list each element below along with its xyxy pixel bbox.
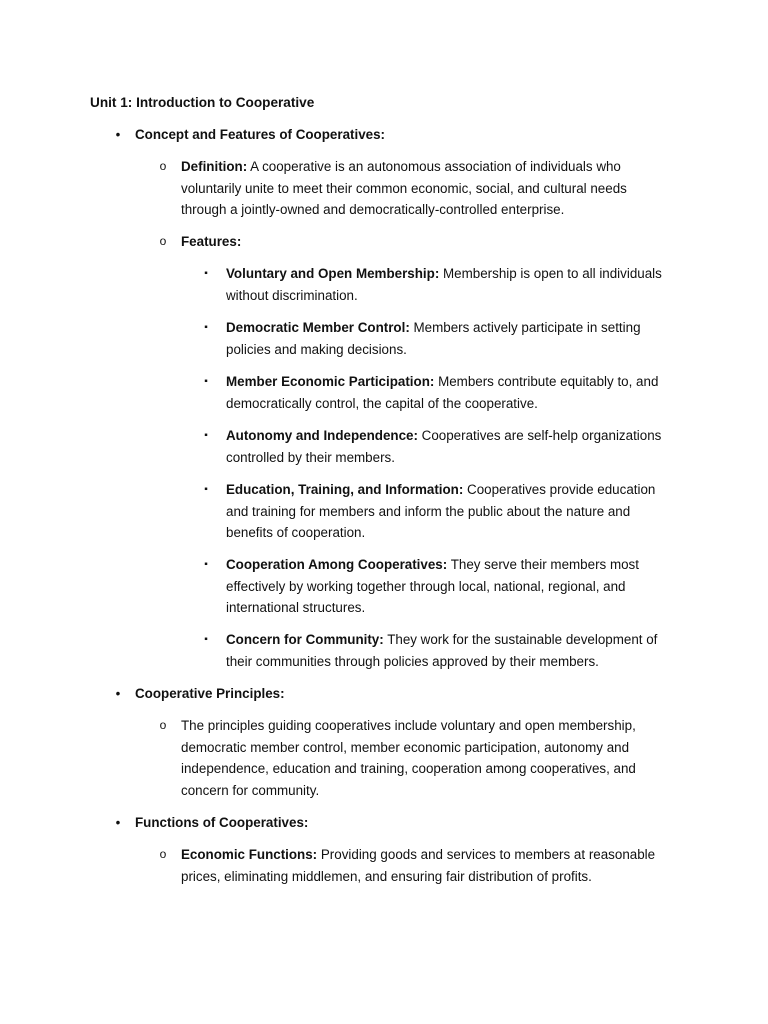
feature-text: Cooperatives are self-help organizations controlled by their members. xyxy=(226,428,662,465)
definition-text: A cooperative is an autonomous association of individuals who voluntarily unite to meet their common economic, social, and cultural needs through a jointly-owned and democratically-controlled enterprise. xyxy=(181,159,627,218)
list-item-concept xyxy=(115,124,695,146)
feature-item xyxy=(204,554,676,619)
list-item-features xyxy=(159,231,681,253)
bullet-marker: o xyxy=(159,234,167,248)
bullet-marker: o xyxy=(159,159,167,173)
bullet-marker: ▪ xyxy=(204,322,208,333)
list-item-functions xyxy=(115,812,695,834)
list-item-definition xyxy=(159,156,661,221)
feature-label: Education, Training, and Information: xyxy=(226,482,464,497)
bullet-marker: • xyxy=(115,815,121,830)
feature-text: Cooperatives provide education and training for members and inform the public about the nature and benefits of cooperation. xyxy=(226,482,656,541)
economic-functions-label: Economic Functions: xyxy=(181,847,318,862)
feature-label: Democratic Member Control: xyxy=(226,320,410,335)
feature-text: They work for the sustainable development of their communities through policies approved by their members. xyxy=(226,632,658,669)
page-title: Unit 1: Introduction to Cooperative xyxy=(90,95,315,110)
feature-item xyxy=(204,371,676,414)
bullet-marker: ▪ xyxy=(204,559,208,570)
feature-item xyxy=(204,263,676,306)
bullet-marker: ▪ xyxy=(204,430,208,441)
bullet-marker: ▪ xyxy=(204,634,208,645)
feature-label: Autonomy and Independence: xyxy=(226,428,418,443)
section-heading-principles: Cooperative Principles: xyxy=(135,686,285,701)
feature-text: Membership is open to all individuals without discrimination. xyxy=(226,266,662,303)
feature-item xyxy=(204,629,676,672)
bullet-marker: ▪ xyxy=(204,484,208,495)
feature-label: Member Economic Participation: xyxy=(226,374,435,389)
feature-text: They serve their members most effectively by working together through local, national, regional, and international structures. xyxy=(226,557,639,616)
section-heading-functions: Functions of Cooperatives: xyxy=(135,815,309,830)
feature-label: Cooperation Among Cooperatives: xyxy=(226,557,448,572)
list-item-principles-text xyxy=(159,715,661,802)
list-item-economic-functions xyxy=(159,844,661,887)
bullet-marker: o xyxy=(159,847,167,861)
bullet-marker: • xyxy=(115,127,121,142)
bullet-marker: o xyxy=(159,718,167,732)
features-heading: Features: xyxy=(181,234,242,249)
feature-label: Concern for Community: xyxy=(226,632,384,647)
bullet-marker: ▪ xyxy=(204,268,208,279)
section-heading-concept: Concept and Features of Cooperatives: xyxy=(135,127,386,142)
feature-text: Members actively participate in setting policies and making decisions. xyxy=(226,320,641,357)
feature-item xyxy=(204,425,676,468)
bullet-marker: • xyxy=(115,686,121,701)
economic-functions-text: Providing goods and services to members at reasonable prices, eliminating middlemen, and ensuring fair distribution of profits. xyxy=(181,847,656,884)
list-item-principles xyxy=(115,683,695,705)
definition-label: Definition: xyxy=(181,159,248,174)
feature-label: Voluntary and Open Membership: xyxy=(226,266,440,281)
feature-item xyxy=(204,479,676,544)
principles-text: The principles guiding cooperatives include voluntary and open membership, democratic member control, member economic participation, autonomy and independence, education and training, cooperation among cooperatives, and concern for community. xyxy=(181,718,636,799)
feature-item xyxy=(204,317,676,360)
feature-text: Members contribute equitably to, and democratically control, the capital of the cooperative. xyxy=(226,374,659,411)
bullet-marker: ▪ xyxy=(204,376,208,387)
